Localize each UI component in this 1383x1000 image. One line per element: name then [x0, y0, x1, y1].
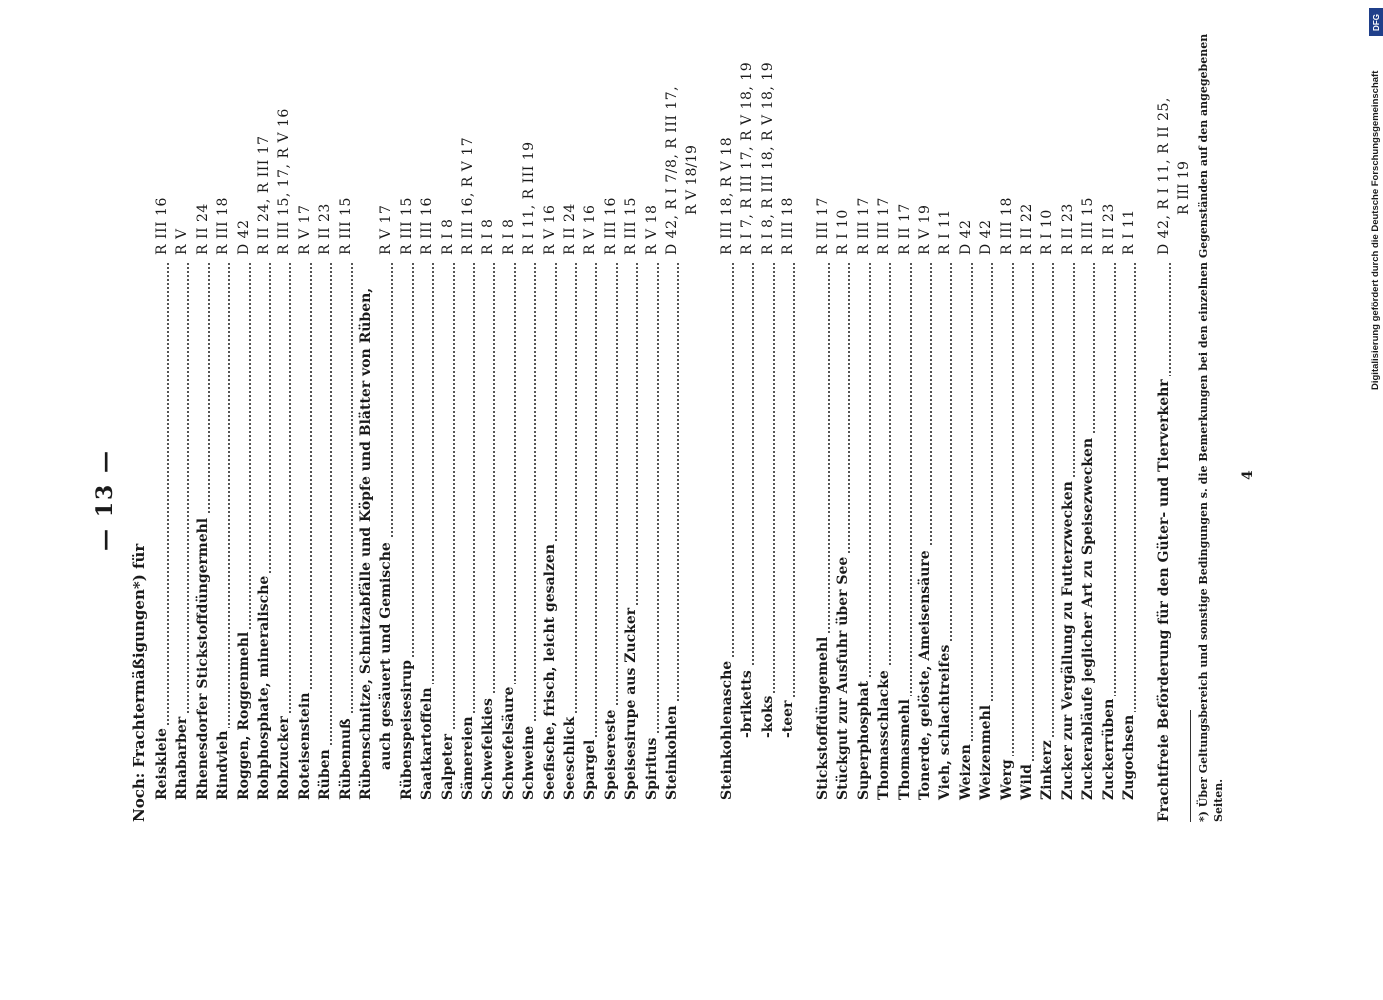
entry-reference: D 42, R I 7/8, R III 17,	[664, 85, 680, 255]
entry-label: Weizenmehl	[976, 702, 996, 800]
entry-label: Rohzucker	[274, 713, 294, 800]
entry-reference: R III 15	[623, 197, 640, 255]
entry-reference: R II 17	[896, 203, 913, 255]
entry-label: Rübenschnitze, Schnitzabfälle und Köpfe und Blätter von Rüben,	[356, 285, 376, 800]
entry-label: Zuckerabläufe jeglicher Art zu Speisezwecken	[1078, 435, 1098, 800]
entry-reference: R III 15, 17, R V 16	[276, 108, 293, 255]
entry-reference: R II 23	[1059, 203, 1076, 255]
entry-reference: R III 16	[602, 197, 619, 255]
dot-leader	[753, 263, 775, 738]
entry-reference: R III 18	[998, 197, 1015, 255]
dot-leader	[147, 263, 169, 800]
entry-reference: R III 16	[419, 197, 436, 255]
dot-leader	[514, 263, 536, 800]
entry-label: Steinkohlenasche	[717, 658, 737, 800]
entry-reference: R III 18	[215, 197, 232, 255]
entry-label: Rhabarber	[172, 714, 192, 800]
entry-reference-continuation: R V 18/19	[684, 145, 701, 215]
entry-label: Saatkartoffeln	[417, 684, 437, 800]
dot-leader	[1032, 263, 1054, 800]
dfg-logo-icon: DFG	[1369, 8, 1383, 36]
entry-label: Rübennuß	[336, 715, 356, 800]
entry-label: Steinkohlen	[662, 702, 682, 800]
entry-reference: R I 7, R III 17, R V 18, 19	[739, 61, 756, 255]
dot-leader	[310, 263, 332, 800]
entry-reference: R II 22	[1018, 203, 1035, 255]
entry-label: Stickstoffdüngemehl	[813, 634, 833, 800]
entry-label: Seeschlick	[560, 714, 580, 800]
entry-label: Werg	[997, 756, 1017, 800]
entry-label: -teer	[778, 698, 798, 738]
entry-reference: R I 8	[500, 218, 517, 255]
entry-reference: R V 16	[541, 204, 558, 255]
entry-reference: R II 24	[194, 203, 211, 255]
dot-leader	[575, 263, 597, 800]
entry-label: Speisereste	[601, 707, 621, 800]
entry-label: Roteisenstein	[295, 690, 315, 800]
entry-label: Reiskleie	[152, 725, 172, 800]
entry-row	[778, 197, 798, 738]
entry-label: Salpeter	[438, 731, 458, 800]
entry-reference: R I 11	[937, 209, 954, 255]
signature-mark: 4	[1240, 470, 1256, 480]
entry-row	[662, 85, 682, 800]
entry-reference: R I 8	[480, 218, 497, 255]
entry-label: Rindvieh	[213, 728, 233, 800]
entry-reference: R III 18, R V 18	[719, 136, 736, 255]
entry-label: Zuckerrüben	[1099, 696, 1119, 800]
dot-leader	[773, 263, 795, 738]
section-heading: Noch: Frachtermäßigungen*) für	[130, 543, 148, 822]
entry-reference: D 42	[978, 219, 995, 255]
entry-label: Speisesirupe aus Zucker	[621, 605, 641, 800]
entry-label: Weizen	[956, 741, 976, 800]
entry-reference: R III 16	[154, 197, 170, 255]
entry-label: Roggen, Roggenmehl	[234, 629, 254, 800]
entry-reference: R III 15	[1080, 197, 1097, 255]
entry-label: Thomasschlacke	[874, 667, 894, 800]
entry-reference: R I 10	[835, 209, 852, 255]
entry-reference-continuation: R III 19	[1176, 161, 1193, 215]
entry-reference: R V 17	[378, 204, 395, 255]
entry-label: -briketts	[737, 667, 757, 738]
entry-reference: R V 18	[643, 204, 660, 255]
entry-reference: R III 15	[398, 197, 415, 255]
entry-label: Stückgut zur Ausfuhr über See	[833, 554, 853, 800]
entry-row	[1119, 209, 1139, 800]
page-number: — 13 —	[92, 449, 118, 551]
dot-leader	[208, 263, 230, 800]
entry-reference: R III 15	[337, 197, 354, 255]
entry-label: Vieh, schlachtreifes	[935, 642, 955, 800]
digitization-credit	[1366, 10, 1383, 390]
entry-row	[336, 197, 356, 800]
entry-reference: R I 8, R III 18, R V 18, 19	[759, 61, 776, 255]
footnote: *) Über Geltungsbereich und sonstige Bedingungen s. die Bemerkungen bei den einzelnen Gegenständen auf den angegebenen Seiten.	[1197, 33, 1225, 822]
entry-label: Rübenspeisesirup	[397, 657, 417, 800]
entry-reference: R V 19	[916, 204, 933, 255]
entry-label: Rhenesdorfer Stickstoffdüngermehl	[193, 515, 213, 800]
entry-reference: R II 23	[1100, 203, 1117, 255]
entry-reference: R V 17	[296, 204, 313, 255]
entry-label: Superphosphat	[854, 678, 874, 800]
entry-reference: R III 16, R V 17	[460, 136, 476, 255]
entry-label: Zugochsen	[1119, 712, 1139, 800]
dot-leader	[951, 263, 973, 800]
entry-label: Wild	[1017, 761, 1037, 800]
entry-label: Rohphosphate, mineralische	[254, 573, 274, 800]
credit-text: Digitalisierung gefördert durch die Deutsche Forschungsgemeinschaft	[1370, 70, 1381, 390]
entry-label: Schweine	[519, 723, 539, 800]
dot-leader	[1012, 263, 1034, 800]
entry-label: -koks	[758, 693, 778, 738]
entry-reference: R II 23	[317, 203, 334, 255]
entry-reference: D 42	[957, 219, 974, 255]
entry-label: Spiritus	[642, 735, 662, 800]
entry-label: Rüben	[315, 746, 335, 800]
entry-reference: R I 11, R III 19	[521, 141, 538, 255]
entry-label: Schwefelkies	[478, 695, 498, 800]
entry-label: Frachtfreie Beförderung für den Güter- und Tierverkehr	[1154, 376, 1174, 822]
entry-reference: R III 17	[855, 197, 872, 255]
entry-reference: R I 10	[1039, 209, 1056, 255]
entry-label: Zinkerz	[1037, 737, 1057, 800]
footnote-rule	[1190, 710, 1191, 822]
entry-reference: R II 24, R III 17	[256, 135, 272, 255]
entry-reference: R V 16	[582, 204, 599, 255]
entry-label: Seefische, frisch, leicht gesalzen	[540, 541, 560, 800]
entry-label: Tonerde, gelöste, Ameisensäure	[915, 547, 935, 800]
dot-leader	[992, 263, 1014, 800]
entry-reference: R V	[174, 228, 191, 255]
entry-reference: R I 8	[439, 218, 456, 255]
entry-label: Spargel	[580, 737, 600, 800]
entry-reference: R I 11	[1120, 209, 1137, 255]
entry-label: Thomasmehl	[895, 696, 915, 800]
dot-leader	[637, 263, 659, 800]
entry-reference: R III 18	[780, 197, 797, 255]
entry-row	[1154, 97, 1174, 822]
entry-reference: D 42, R I 11, R II 25,	[1155, 97, 1172, 255]
entry-reference: D 42	[235, 219, 252, 255]
entry-label: Zucker zur Vergällung zu Futterzwecken	[1058, 478, 1078, 800]
entry-label: Sämereien	[458, 713, 478, 800]
entry-reference: R III 17	[876, 197, 893, 255]
entry-reference: R III 17	[814, 197, 831, 255]
entry-label: auch gesäuert und Gemische	[376, 539, 396, 770]
entry-reference: R II 24	[562, 203, 578, 255]
entry-label: Schwefelsäure	[499, 684, 519, 800]
dot-leader	[433, 263, 455, 800]
